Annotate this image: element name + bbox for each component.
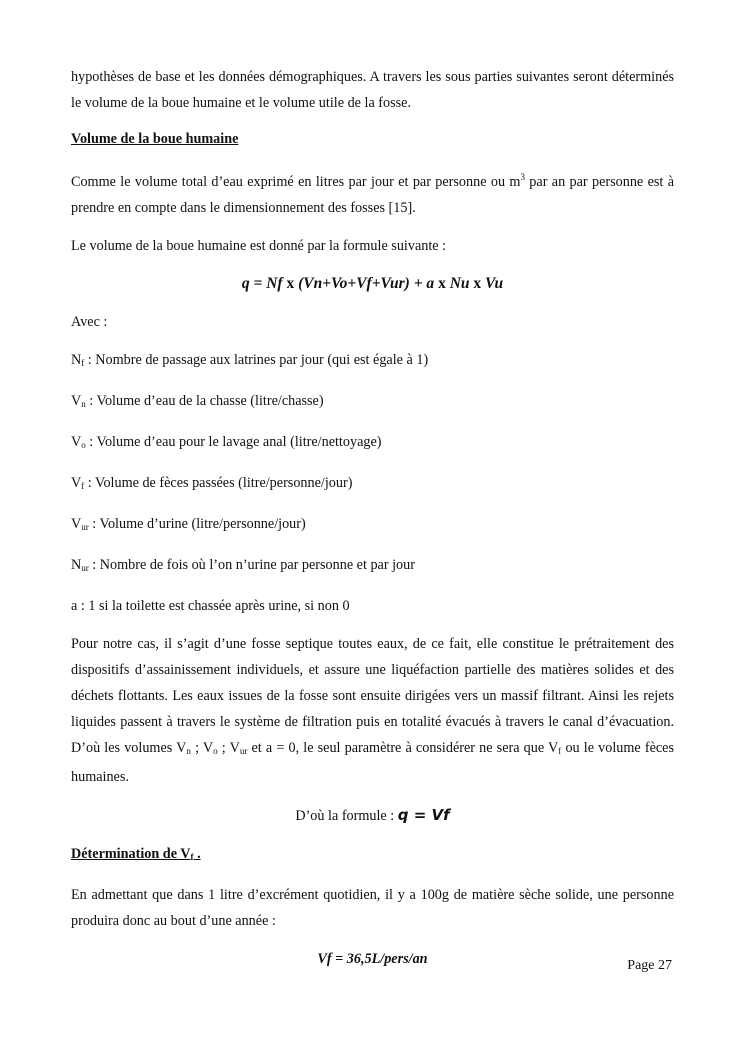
definition-a: a : 1 si la toilette est chassée après urine, si non 0 [71,598,350,614]
page-number: Page 27 [627,958,672,973]
definition-nf: $N_f$ : Nombre de passage aux latrines par jour (qui est égale à 1) [71,352,429,368]
intro-paragraph [71,64,674,116]
avec-label: Avec : [71,314,108,330]
section-heading-volume: Volume de la boue humaine [71,131,239,147]
definition-vn: $V_n$ : Volume d’eau de la chasse (litre/chasse) [71,393,324,409]
definition-vf: $V_f$ : Volume de fèces passées (litre/personne/jour) [71,475,353,491]
formula-main: q = Nf x (Vn+Vo+Vf+Vur) + a x Nu x Vu [241,275,504,292]
intro-line-2: déterminés le volume de la boue humaine et le volume utile de la fosse. [71,69,675,111]
paragraph-volume-total: Comme le volume total d’eau exprimé en litres par jour et par personne ou $m^3$ par an par personne est à prendre en compte dans le dimensionnement des fosses [15]. [71,172,674,216]
document-page [71,64,674,972]
paragraph-formula-intro: Le volume de la boue humaine est donné par la formule suivante : [71,238,447,254]
formula-result: Vf = 36,5L/pers/an [317,951,428,967]
section-heading-determination: Détermination de $V_f$ . [71,846,201,862]
definition-vo: $V_o$ : Volume d’eau pour le lavage anal (litre/nettoyage) [71,434,382,450]
formula-conclusion: D’où la formule : q = Vf [295,806,450,824]
intro-line-1: hypothèses de base et les données démographiques. A travers les sous parties suivantes seront [71,69,608,85]
paragraph-excrement: En admettant que dans 1 litre d’excrément quotidien, il y a 100g de matière sèche solide, une personne produira donc au bout d’une année : [71,887,674,929]
definition-nur: $N_{ur}$ : Nombre de fois où l’on n’urine par personne et par jour [71,557,415,573]
definition-vur: $V_{ur}$ : Volume d’urine (litre/personne/jour) [71,516,306,532]
paragraph-fosse-septique: Pour notre cas, il s’agit d’une fosse septique toutes eaux, de ce fait, elle constitue le prétraitement des dispositifs d’assainissement individuels, et assure une liquéfaction partielle des matières solides et des déchets flottants. Les eaux issues de la fosse sont ensuite dirigées vers un massif filtrant. Ainsi les rejets liquides passent à travers le système de filtration puis en totalité évacués à travers le canal d’évacuation. D’où les volumes $V_n$ ; $V_o$ ; $V_{ur}$ et a = 0, le seul paramètre à considérer ne sera que $V_f$ ou le volume fèces humaines. [71,636,674,785]
